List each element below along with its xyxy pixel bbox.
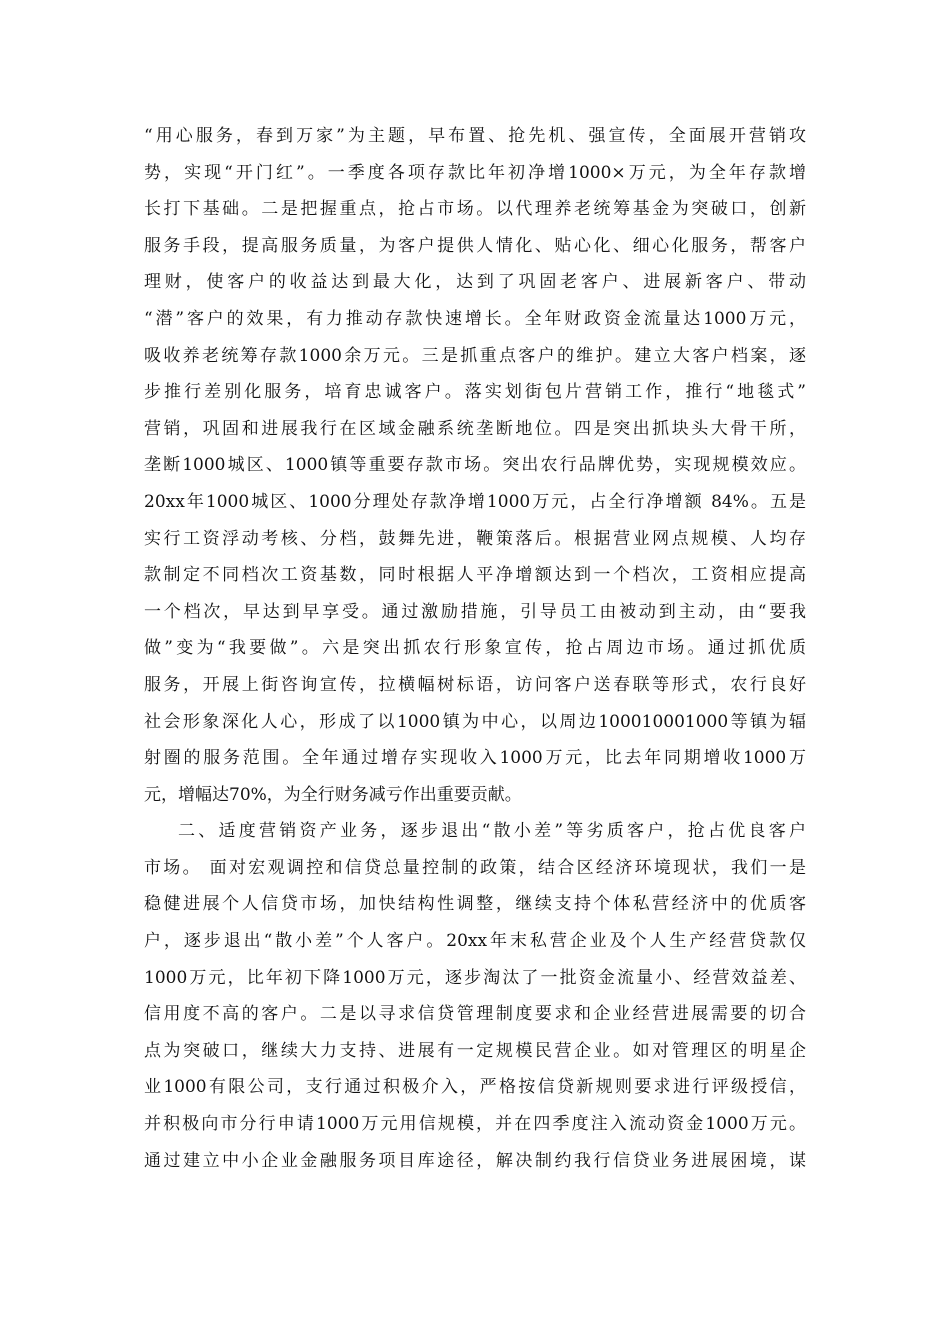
paragraph-1 [144, 118, 806, 813]
text-line: 20xx年1000城区、1000分理处存款净增1000万元，占全行净增额 84%。五是 [144, 491, 806, 512]
text-line: 1000万元，比年初下降1000万元，逐步淘汰了一批资金流量小、经营效益差、 [144, 967, 806, 988]
text-line: “潜”客户的效果，有力推动存款快速增长。全年财政资金流量达1000万元， [144, 308, 806, 329]
paragraph-2 [144, 813, 806, 1179]
text-line: 并积极向市分行申请1000万元用信规模，并在四季度注入流动资金1000万元。 [144, 1114, 806, 1135]
text-line: 一个档次，早达到早享受。通过激励措施，引导员工由被动到主动，由“要我 [144, 601, 806, 622]
document-page [144, 118, 806, 1179]
text-line: 理财，使客户的收益达到最大化，达到了巩固老客户、进展新客户、带动 [144, 272, 806, 293]
text-line: 射圈的服务范围。全年通过增存实现收入1000万元，比去年同期增收1000万 [144, 748, 806, 769]
text-line: 服务手段，提高服务质量，为客户提供人情化、贴心化、细心化服务，帮客户 [144, 235, 806, 256]
text-line: 户，逐步退出“散小差”个人客户。20xx年末私营企业及个人生产经营贷款仅 [144, 931, 806, 952]
text-line: 做”变为“我要做”。六是突出抓农行形象宣传，抢占周边市场。通过抓优质 [144, 638, 806, 659]
text-line: 元，增幅达70%，为全行财务减亏作出重要贡献。 [144, 784, 522, 805]
text-line: “用心服务，春到万家”为主题，早布置、抢先机、强宣传，全面展开营销攻 [144, 126, 806, 146]
text-line: 业1000有限公司，支行通过积极介入，严格按信贷新规则要求进行评级授信， [144, 1077, 806, 1098]
text-line: 市场。 面对宏观调控和信贷总量控制的政策，结合区经济环境现状，我们一是 [144, 857, 806, 878]
text-line: 点为突破口，继续大力支持、进展有一定规模民营企业。如对管理区的明星企 [144, 1040, 806, 1061]
text-line: 通过建立中小企业金融服务项目库途径，解决制约我行信贷业务进展困境，谋 [144, 1150, 806, 1171]
text-line: 垄断1000城区、1000镇等重要存款市场。突出农行品牌优势，实现规模效应。 [144, 455, 806, 476]
text-line: 服务，开展上街咨询宣传，拉横幅树标语，访问客户送春联等形式，农行良好 [144, 674, 806, 695]
text-line: 社会形象深化人心，形成了以1000镇为中心，以周边100010001000等镇为辐 [144, 711, 806, 732]
text-line: 长打下基础。二是把握重点，抢占市场。以代理养老统筹基金为突破口，创新 [144, 199, 806, 220]
text-line: 步推行差别化服务，培育忠诚客户。落实划街包片营销工作，推行“地毯式” [144, 382, 806, 403]
text-line: 实行工资浮动考核、分档，鼓舞先进，鞭策落后。根据营业网点规模、人均存 [144, 528, 806, 549]
text-line: 营销，巩固和进展我行在区域金融系统垄断地位。四是突出抓块头大骨干所， [144, 418, 806, 439]
text-line: 款制定不同档次工资基数，同时根据人平净增额达到一个档次，工资相应提高 [144, 565, 806, 586]
text-line: 势，实现“开门红”。一季度各项存款比年初净增1000×万元，为全年存款增 [144, 162, 806, 183]
text-line: 稳健进展个人信贷市场，加快结构性调整，继续支持个体私营经济中的优质客 [144, 894, 806, 915]
text-line: 吸收养老统筹存款1000余万元。三是抓重点客户的维护。建立大客户档案，逐 [144, 345, 806, 366]
text-line: 二、适度营销资产业务，逐步退出“散小差”等劣质客户，抢占优良客户 [178, 821, 806, 842]
text-line: 信用度不高的客户。二是以寻求信贷管理制度要求和企业经营进展需要的切合 [144, 1004, 806, 1025]
